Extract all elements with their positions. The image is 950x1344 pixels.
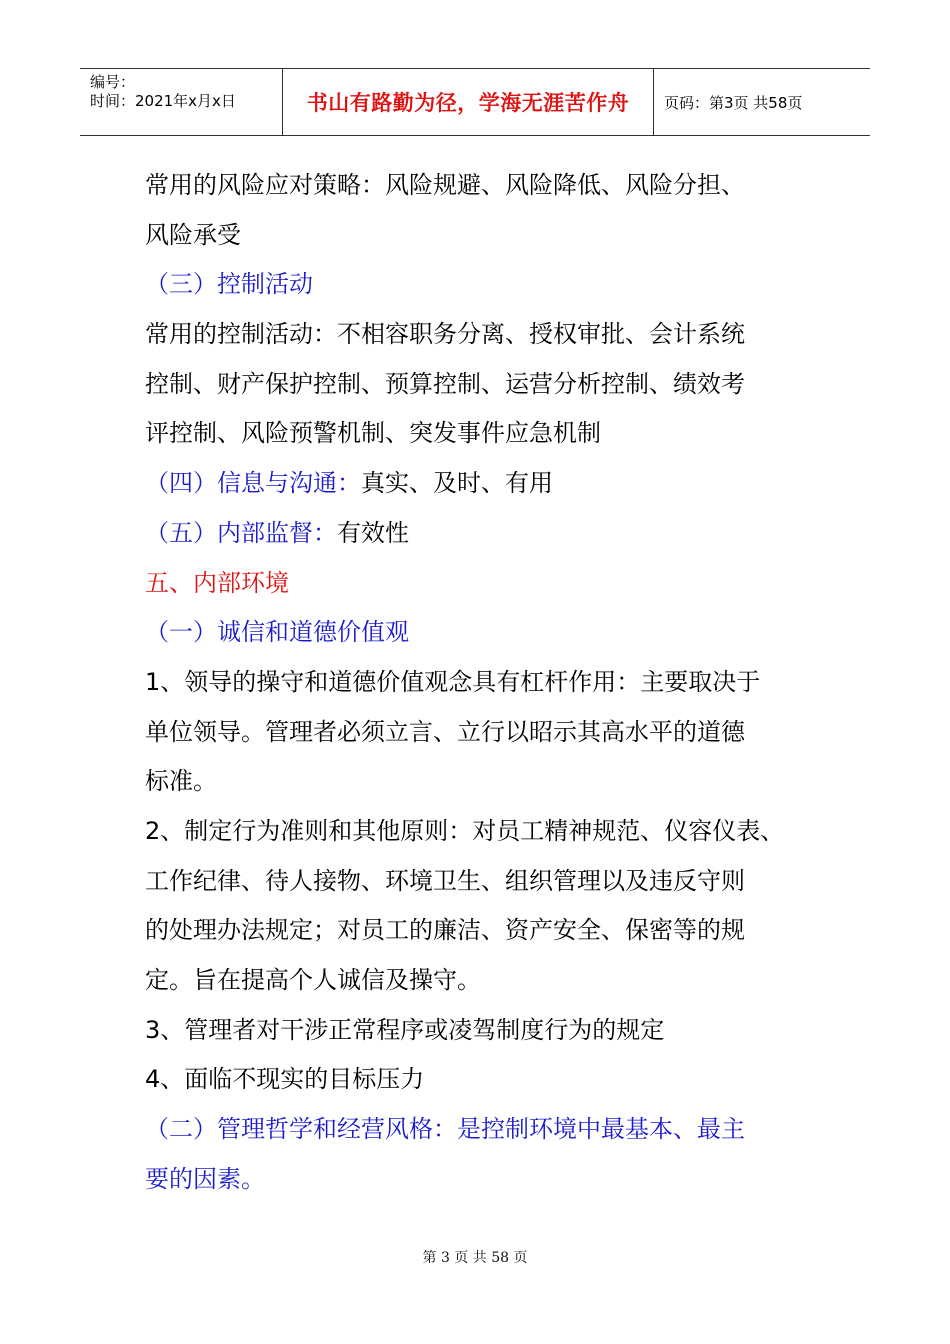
subheading-management-philosophy-cont: 要的因素。 xyxy=(145,1164,265,1193)
document-body xyxy=(145,161,825,1204)
body-line: 控制、财产保护控制、预算控制、运营分析控制、绩效考 xyxy=(145,369,745,398)
body-line: 评控制、风险预警机制、突发事件应急机制 xyxy=(145,419,601,448)
subheading-management-philosophy: （二）管理哲学和经营风格：是控制环境中最基本、最主 xyxy=(145,1115,745,1144)
body-line: 定。旨在提高个人诚信及操守。 xyxy=(145,966,481,994)
internal-supervision-text: 有效性 xyxy=(337,518,409,547)
header-motto-cell xyxy=(282,69,654,135)
section-heading-internal-environment: 五、内部环境 xyxy=(145,568,289,597)
info-communication-line xyxy=(145,459,825,509)
info-communication-text: 真实、及时、有用 xyxy=(361,469,553,498)
body-line: 风险承受 xyxy=(145,220,241,249)
document-time: 时间：2021年x月x日 xyxy=(90,92,236,110)
page-header xyxy=(80,68,870,136)
body-line: 单位领导。管理者必须立言、立行以昭示其高水平的道德 xyxy=(145,717,745,746)
body-line: 4、面临不现实的目标压力 xyxy=(145,1065,425,1094)
body-line: 2、制定行为准则和其他原则：对员工精神规范、仪容仪表、 xyxy=(145,816,785,845)
header-page-info-cell xyxy=(654,69,870,135)
subheading-info-communication: （四）信息与沟通： xyxy=(145,469,361,498)
body-line: 3、管理者对干涉正常程序或凌驾制度行为的规定 xyxy=(145,1015,665,1044)
body-line: 工作纪律、待人接物、环境卫生、组织管理以及违反守则 xyxy=(145,866,745,895)
subheading-integrity-ethics: （一）诚信和道德价值观 xyxy=(145,618,409,647)
body-line: 1、领导的操守和道德价值观念具有杠杆作用：主要取决于 xyxy=(145,667,761,696)
body-line: 标准。 xyxy=(145,767,217,796)
page-footer: 第 3 页 共 58 页 xyxy=(422,1250,528,1266)
subheading-internal-supervision: （五）内部监督： xyxy=(145,518,337,547)
document-number-label: 编号： xyxy=(90,73,136,91)
body-line: 的处理办法规定；对员工的廉洁、资产安全、保密等的规 xyxy=(145,916,745,945)
body-line: 常用的风险应对策略：风险规避、风险降低、风险分担、 xyxy=(145,171,745,199)
internal-supervision-line xyxy=(145,509,825,559)
body-line: 常用的控制活动：不相容职务分离、授权审批、会计系统 xyxy=(145,320,745,349)
header-page-info: 页码：第3页 共58页 xyxy=(664,93,803,112)
header-motto: 书山有路勤为径，学海无涯苦作舟 xyxy=(306,91,630,115)
header-meta xyxy=(80,69,282,135)
subheading-control-activities: （三）控制活动 xyxy=(145,270,313,299)
